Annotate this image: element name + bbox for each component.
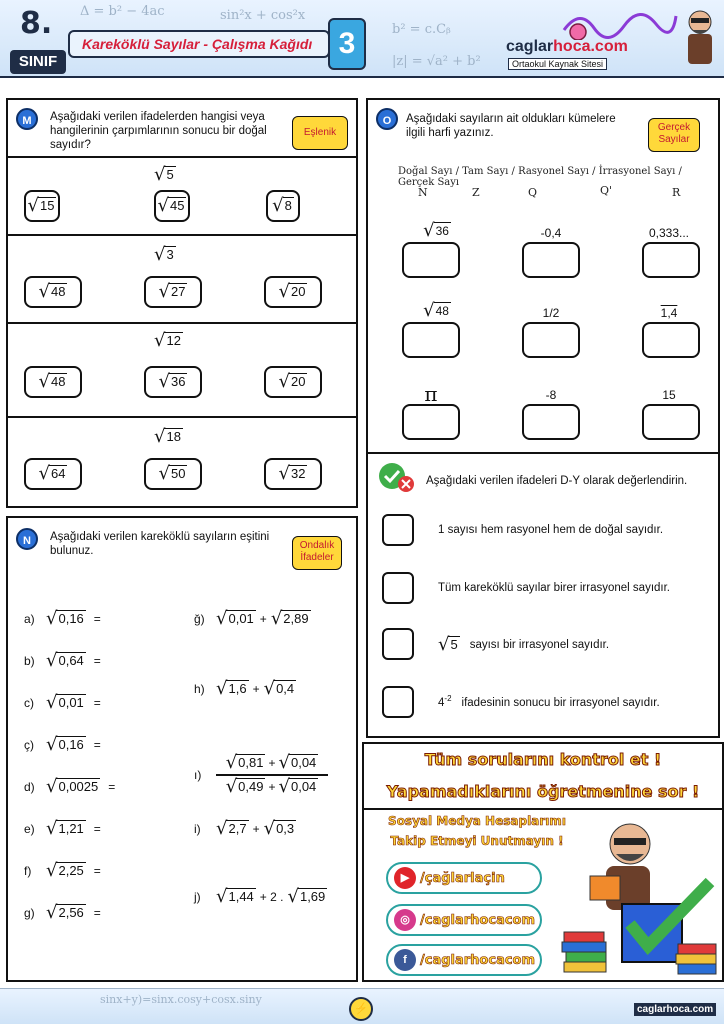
value-one-half: 1/2 [542,306,560,320]
dy-answer-box[interactable] [382,628,414,660]
answer-box[interactable] [402,242,460,278]
social-title-1: Sosyal Medya Hesaplarımı [388,814,566,828]
teacher-avatar-icon [682,8,718,72]
question-n-badge: N [16,528,38,550]
answer-box[interactable] [522,404,580,440]
n-item-g-breve: ğ) √ 0,01 + √ 2,89 [194,608,309,629]
instagram-icon: ◎ [394,909,416,931]
option-box[interactable]: √ 36 [144,366,202,398]
dy-statement-3: √ 5 sayısı bir irrasyonel sayıdır. [438,634,610,655]
worksheet-title: Kareköklü Sayılar - Çalışma Kağıdı [68,30,330,58]
social-title-2: Takip Etmeyi Unutmayın ! [390,834,564,848]
option-box[interactable]: √ 32 [264,458,322,490]
value-sqrt-36: √ 36 [423,220,449,241]
banner-check: Tüm sorularını kontrol et ! [424,750,662,769]
answer-box[interactable] [402,404,460,440]
set-letter-n: N [418,186,428,199]
n-item-g: g) √ 2,56 = [24,902,101,923]
n-item-i-dotless: ı) √ 0,81 + √ 0,04 √ 0,49 + √ 0,04 [194,754,328,796]
instagram-link[interactable]: ◎ /caglarhocacom [386,904,542,936]
grade-number: 8. [20,6,53,41]
value-1-4-repeating: 1,4 [660,306,678,320]
option-box[interactable]: √ 15 [24,190,60,222]
set-letter-q-prime: Q' [600,184,613,197]
option-box[interactable]: √ 48 [24,366,82,398]
question-n-text: Aşağıdaki verilen kareköklü sayıların eşitini bulunuz. [50,531,270,557]
n-item-c-cedilla: ç) √ 0,16 = [24,734,101,755]
option-box[interactable]: √ 20 [264,276,322,308]
tag-ondalik-ifadeler: Ondalık İfadeler [292,536,342,570]
value-pi: π [424,382,438,406]
grade-label: SINIF [10,50,66,74]
footer-formula: sinx+y)=sinx.cosy+cosx.siny [100,993,262,1006]
worksheet-number: 3 [328,18,366,70]
value-sqrt-48: √ 48 [423,300,449,321]
banner-ask-teacher: Yapamadıklarını öğretmenine sor ! [386,782,700,801]
number-sets-line: Doğal Sayı / Tam Sayı / Rasyonel Sayı / İrrasyonel Sayı / Gerçek Sayı [398,166,682,188]
option-box[interactable]: √ 45 [154,190,190,222]
brand-subtitle: Ortaokul Kaynak Sitesi [508,58,607,70]
option-box[interactable]: √ 64 [24,458,82,490]
n-item-f: f) √ 2,25 = [24,860,101,881]
set-letter-r: R [672,186,681,199]
group-3-head: √ 12 [154,330,181,351]
facebook-link[interactable]: f /caglarhocacom [386,944,542,976]
question-o-text: Aşağıdaki sayıların ait oldukları kümelere ilgili harfi yazınız. [406,113,616,139]
n-item-e: e) √ 1,21 = [24,818,101,839]
set-letter-z: Z [472,186,480,199]
question-m-panel [6,98,358,508]
n-item-i: i) √ 2,7 + √ 0,3 [194,818,295,839]
dy-instruction: Aşağıdaki verilen ifadeleri D-Y olarak değerlendirin. [426,475,688,487]
option-box[interactable]: √ 8 [266,190,300,222]
n-item-a: a) √ 0,16 = [24,608,101,629]
value-0-333: 0,333... [648,226,690,240]
answer-box[interactable] [522,242,580,278]
value-15: 15 [662,388,676,402]
tag-gercek-sayilar: Gerçek Sayılar [648,118,700,152]
option-box[interactable]: √ 50 [144,458,202,490]
answer-box[interactable] [642,404,700,440]
true-false-icon [376,460,416,494]
teacher-with-books-illustration-icon [560,812,720,978]
grade-badge [6,6,60,72]
group-2-head: √ 3 [154,244,174,265]
set-letter-q: Q [528,186,538,199]
n-item-h: h) √ 1,6 + √ 0,4 [194,678,295,699]
dy-statement-1: 1 sayısı hem rasyonel hem de doğal sayıdır. [438,524,664,536]
brand-logo: caglarhoca.com [506,38,628,55]
tag-eslenik: Eşlenik [292,116,348,150]
youtube-icon: ▶ [394,867,416,889]
answer-box[interactable] [402,322,460,358]
youtube-link[interactable]: ▶ /çağlarlaçin [386,862,542,894]
question-o-badge: O [376,108,398,130]
question-n-panel [6,516,358,982]
group-4-head: √ 18 [154,426,181,447]
dy-answer-box[interactable] [382,572,414,604]
group-1-head: √ 5 [154,164,174,185]
page-header: 8. SINIF Δ = b² − 4ac sin²x + cos²x b² = c.Cᵦ |z| = √a² + b² Kareköklü Sayılar - Çalışma Kağıdı 3 caglarhoca.com Ortaokul Kaynak Sitesi [0,0,724,78]
dy-statement-2: Tüm kareköklü sayılar birer irrasyonel sayıdır. [438,582,670,594]
question-m-text: Aşağıdaki verilen ifadelerden hangisi veya hangilerinin çarpımlarının sonucu bir doğal sayıdır? [50,111,267,151]
question-m-badge: M [16,108,38,130]
dy-answer-box[interactable] [382,686,414,718]
value-minus-8: -8 [545,388,557,402]
n-item-j: j) √ 1,44 + 2 . √ 1,69 [194,886,326,907]
answer-box[interactable] [642,242,700,278]
option-box[interactable]: √ 20 [264,366,322,398]
question-o-panel [366,98,720,738]
value-minus-0-4: -0,4 [540,226,562,240]
facebook-icon: f [394,949,416,971]
option-box[interactable]: √ 27 [144,276,202,308]
option-box[interactable]: √ 48 [24,276,82,308]
dy-statement-4: $4^{-2}$ ifadesinin sonucu bir irrasyonel sayıdır. [438,694,660,709]
n-item-c: c) √ 0,01 = [24,692,101,713]
answer-box[interactable] [522,322,580,358]
n-item-d: d) √ 0,0025 = [24,776,116,797]
page-footer [0,988,724,1024]
brain-logo-icon [560,6,680,40]
n-item-b: b) √ 0,64 = [24,650,101,671]
dy-answer-box[interactable] [382,514,414,546]
footer-site-link[interactable]: caglarhoca.com [634,1003,716,1016]
lightning-icon: ⚡ [349,997,373,1021]
answer-box[interactable] [642,322,700,358]
